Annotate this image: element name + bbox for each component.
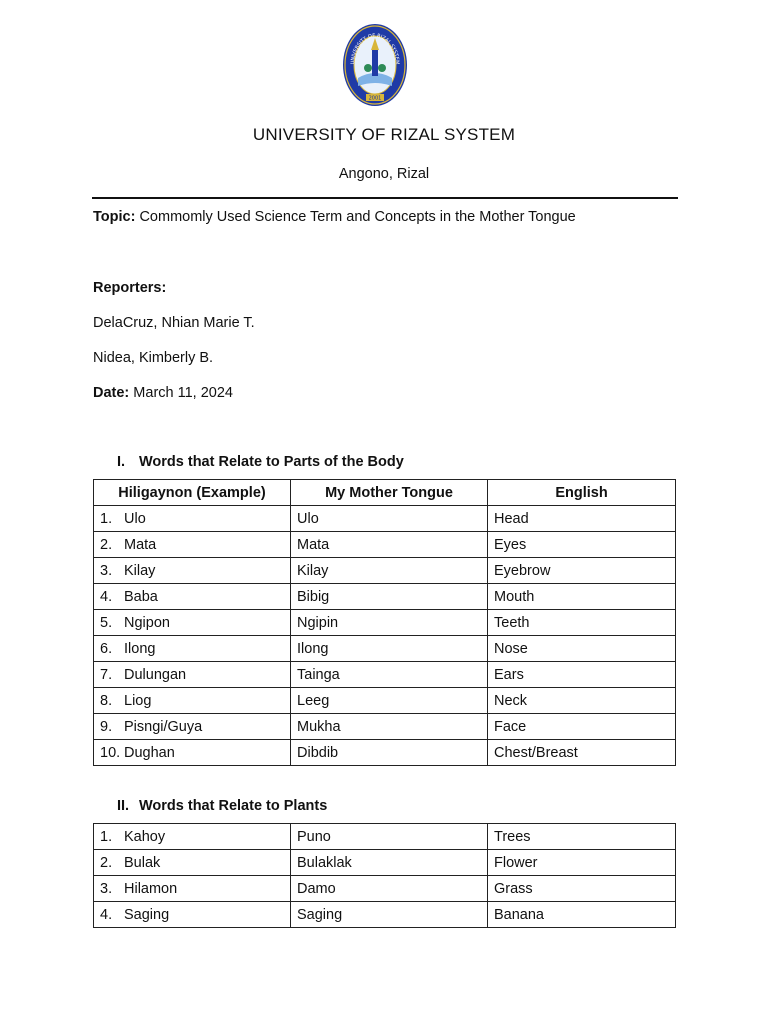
- table-row: 5. Ngipon Ngipin Teeth: [94, 610, 676, 636]
- topic-line: [93, 209, 576, 225]
- date-value: March 11, 2024: [133, 385, 233, 401]
- table-row: 2. Bulak Bulaklak Flower: [94, 850, 676, 876]
- table-row: 10. Dughan Dibdib Chest/Breast: [94, 740, 676, 766]
- university-location: Angono, Rizal: [338, 166, 430, 182]
- reporters-label: Reporters:: [93, 280, 167, 296]
- table-row: 9. Pisngi/Guya Mukha Face: [94, 714, 676, 740]
- column-header: Hiligaynon (Example): [94, 480, 291, 506]
- header-divider: [92, 197, 678, 199]
- table-row: 2. Mata Mata Eyes: [94, 532, 676, 558]
- table-row: 8. Liog Leeg Neck: [94, 688, 676, 714]
- topic-value: Commomly Used Science Term and Concepts in the Mother Tongue: [139, 209, 576, 225]
- university-title: UNIVERSITY OF RIZAL SYSTEM: [252, 125, 516, 144]
- reporter-name: Nidea, Kimberly B.: [93, 350, 214, 366]
- table-row: 1. Kahoy Puno Trees: [94, 824, 676, 850]
- section-heading-body-parts: I. Words that Relate to Parts of the Body: [117, 454, 404, 470]
- table-row: 3. Hilamon Damo Grass: [94, 876, 676, 902]
- svg-text:2001: 2001: [368, 95, 382, 102]
- body-parts-table: [93, 479, 676, 766]
- table-row: 1. Ulo Ulo Head: [94, 506, 676, 532]
- table-row: 6. Ilong Ilong Nose: [94, 636, 676, 662]
- plants-table: [93, 823, 676, 928]
- svg-text:UNIVERSITY OF RIZAL SYSTEM: UNIVERSITY OF RIZAL SYSTEM: [349, 32, 401, 65]
- column-header: My Mother Tongue: [291, 480, 488, 506]
- table-row: 4. Baba Bibig Mouth: [94, 584, 676, 610]
- table-header-row: [94, 480, 676, 506]
- column-header: English: [488, 480, 676, 506]
- university-seal-logo: [342, 22, 408, 108]
- topic-label: Topic:: [93, 209, 136, 225]
- table-row: 7. Dulungan Tainga Ears: [94, 662, 676, 688]
- section-heading-plants: II. Words that Relate to Plants: [117, 798, 328, 814]
- date-label: Date:: [93, 385, 130, 401]
- date-line: [93, 385, 233, 401]
- reporter-name: DelaCruz, Nhian Marie T.: [93, 315, 255, 331]
- table-row: 4. Saging Saging Banana: [94, 902, 676, 928]
- table-row: 3. Kilay Kilay Eyebrow: [94, 558, 676, 584]
